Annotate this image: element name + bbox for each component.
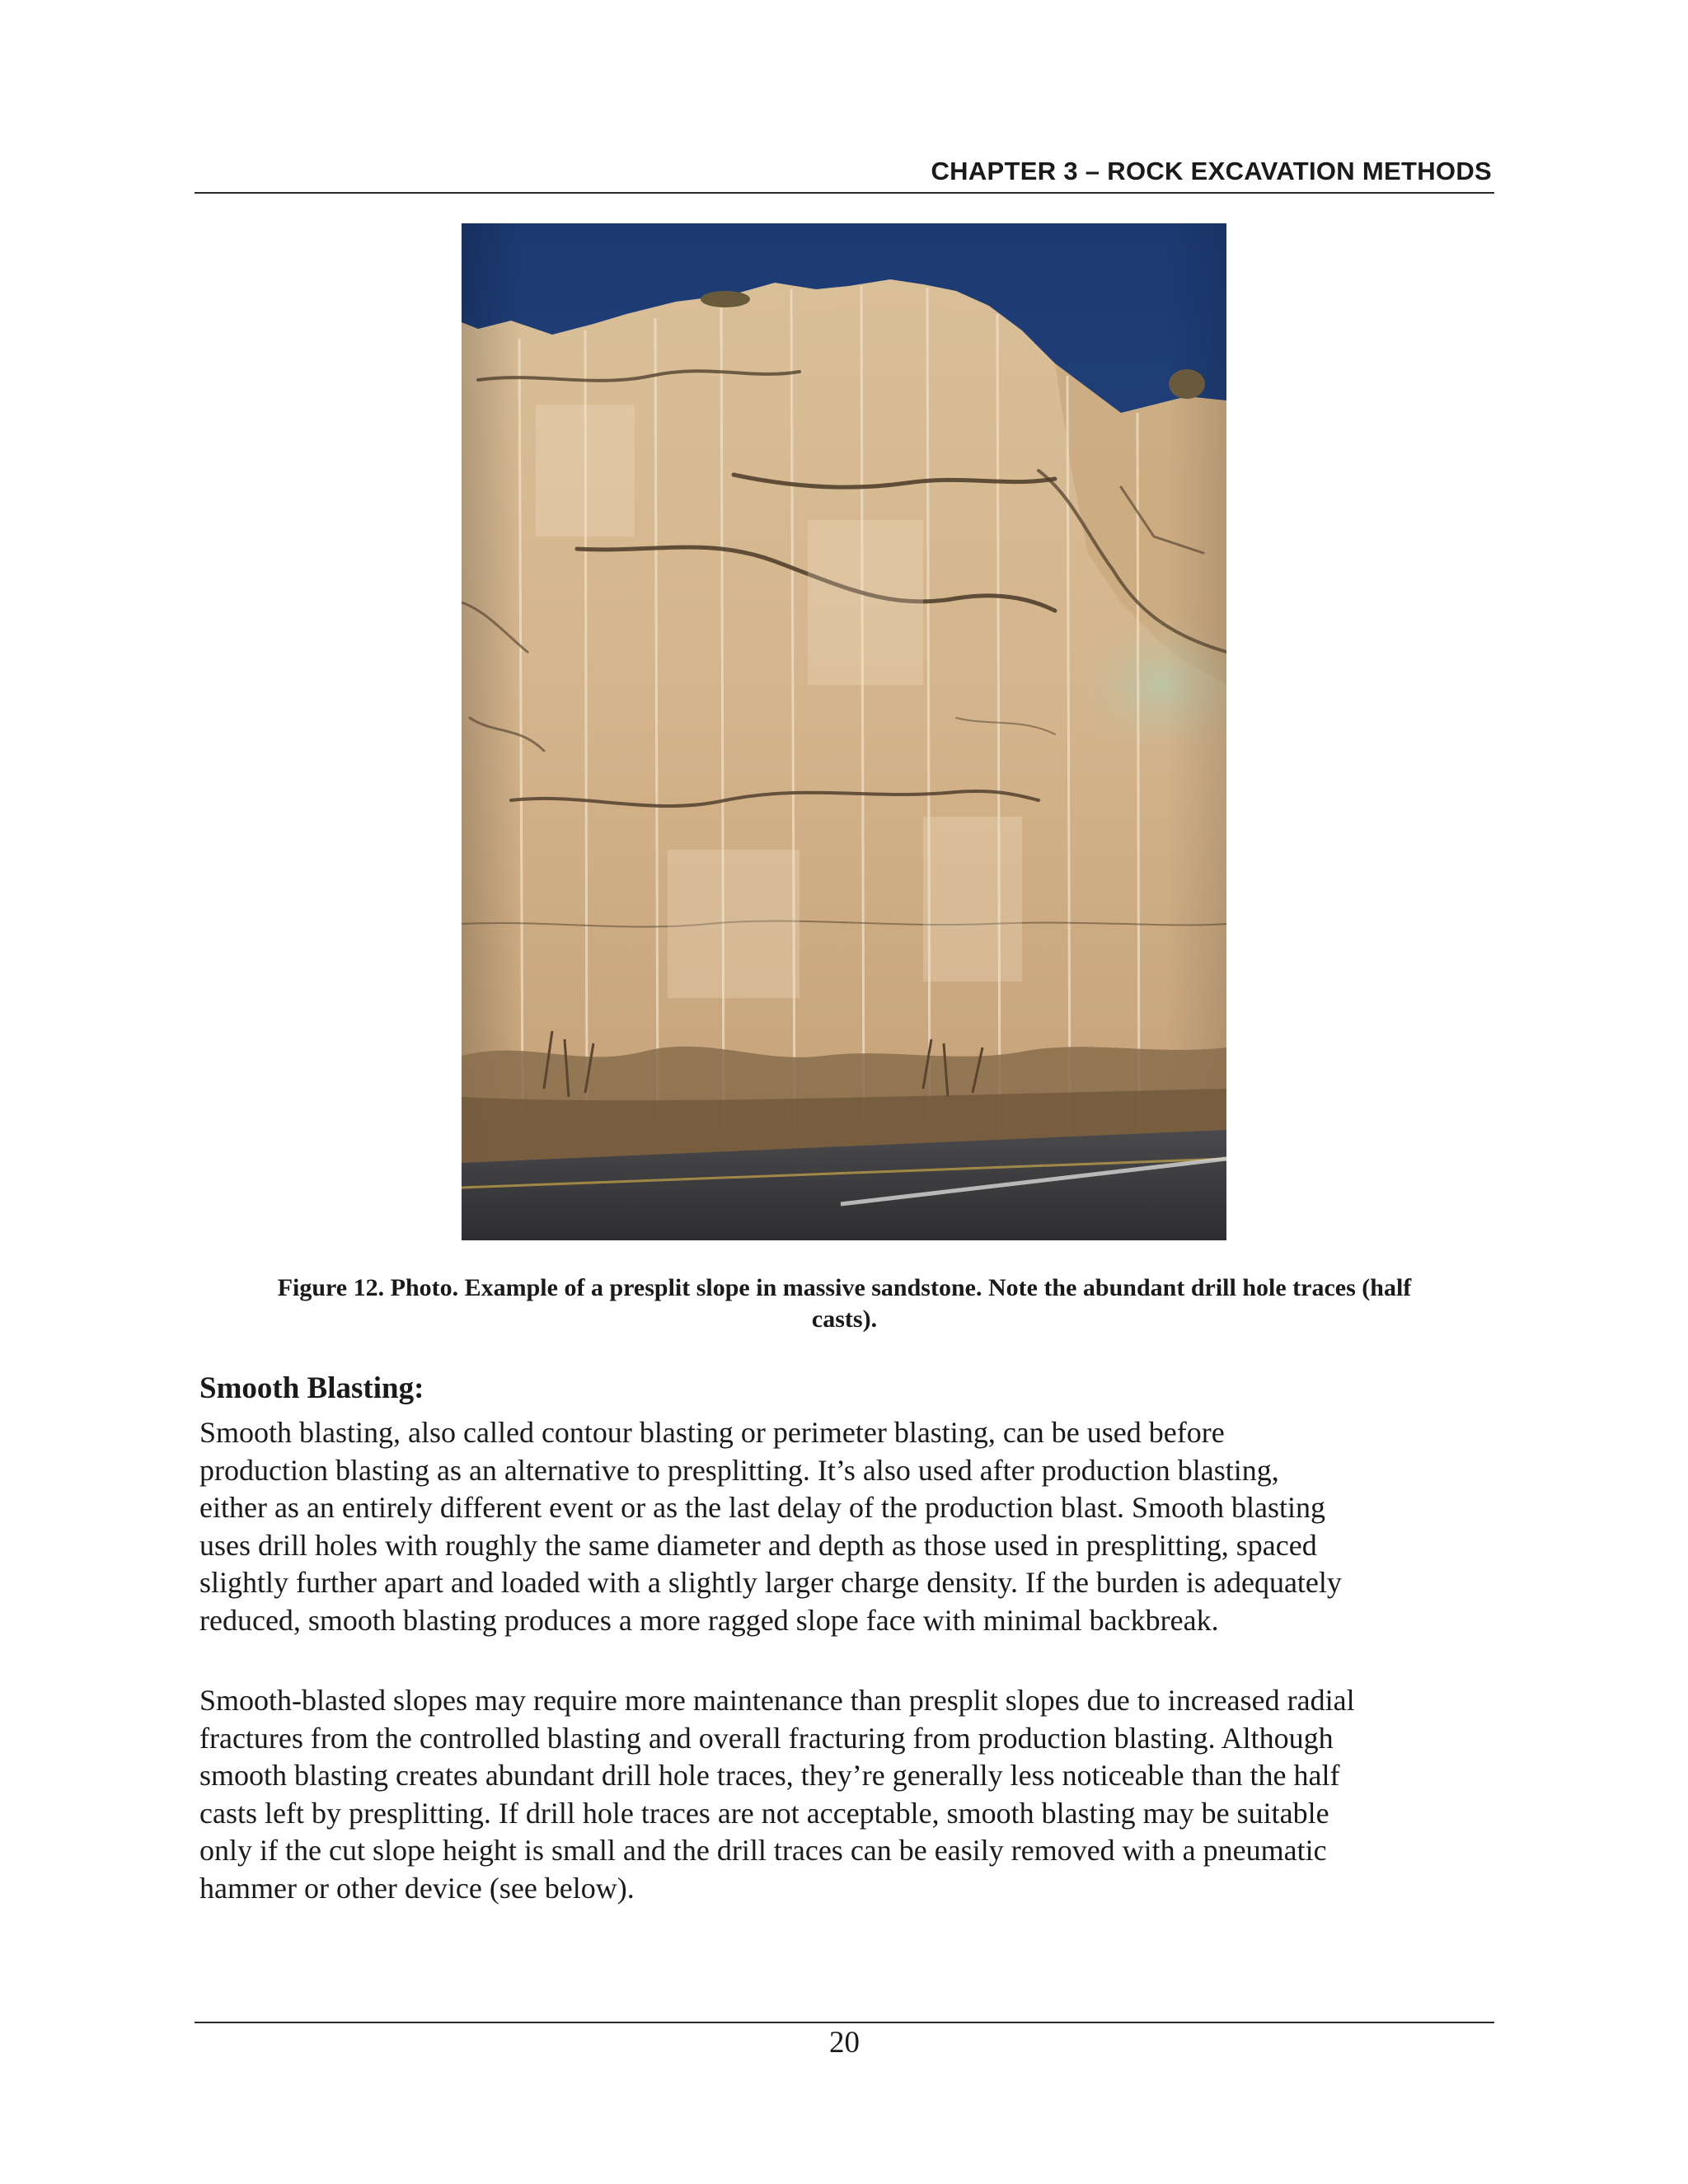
- paragraph-line: Smooth-blasted slopes may require more maintenance than presplit slopes due to increased radial: [199, 1684, 1355, 1717]
- paragraph-line: casts left by presplitting. If drill hole traces are not acceptable, smooth blasting may be suitable: [199, 1796, 1329, 1830]
- figure-caption-line-2: casts).: [811, 1305, 878, 1333]
- paragraph-line: production blasting as an alternative to presplitting. It’s also used after production blasting,: [199, 1453, 1279, 1487]
- running-header: CHAPTER 3 – ROCK EXCAVATION METHODS: [931, 157, 1492, 185]
- paragraph-line: smooth blasting creates abundant drill hole traces, they’re generally less noticeable than the half: [199, 1759, 1340, 1792]
- section-heading: Smooth Blasting:: [199, 1371, 424, 1405]
- body-paragraph-2: [199, 1682, 1518, 1907]
- paragraph-line: either as an entirely different event or as the last delay of the production blast. Smooth blasting: [199, 1491, 1325, 1524]
- body-paragraph-1: [199, 1414, 1518, 1639]
- figure-caption: [195, 1272, 1494, 1335]
- figure-caption-line-1: Figure 12. Photo. Example of a presplit slope in massive sandstone. Note the abundant drill hole traces (half: [277, 1274, 1412, 1301]
- paragraph-line: hammer or other device (see below).: [199, 1871, 635, 1905]
- paragraph-line: fractures from the controlled blasting and overall fracturing from production blasting. Although: [199, 1721, 1334, 1755]
- paragraph-line: Smooth blasting, also called contour blasting or perimeter blasting, can be used before: [199, 1416, 1225, 1449]
- footer-divider: [195, 2022, 1494, 2023]
- figure-photo-presplit-slope: [462, 223, 1226, 1240]
- page-number: 20: [829, 2026, 860, 2060]
- paragraph-line: slightly further apart and loaded with a slightly larger charge density. If the burden is adequately: [199, 1566, 1342, 1599]
- paragraph-line: uses drill holes with roughly the same diameter and depth as those used in presplitting, spaced: [199, 1528, 1317, 1562]
- header-divider: [195, 192, 1494, 194]
- paragraph-line: only if the cut slope height is small and the drill traces can be easily removed with a pneumatic: [199, 1834, 1327, 1867]
- paragraph-line: reduced, smooth blasting produces a more ragged slope face with minimal backbreak.: [199, 1603, 1219, 1637]
